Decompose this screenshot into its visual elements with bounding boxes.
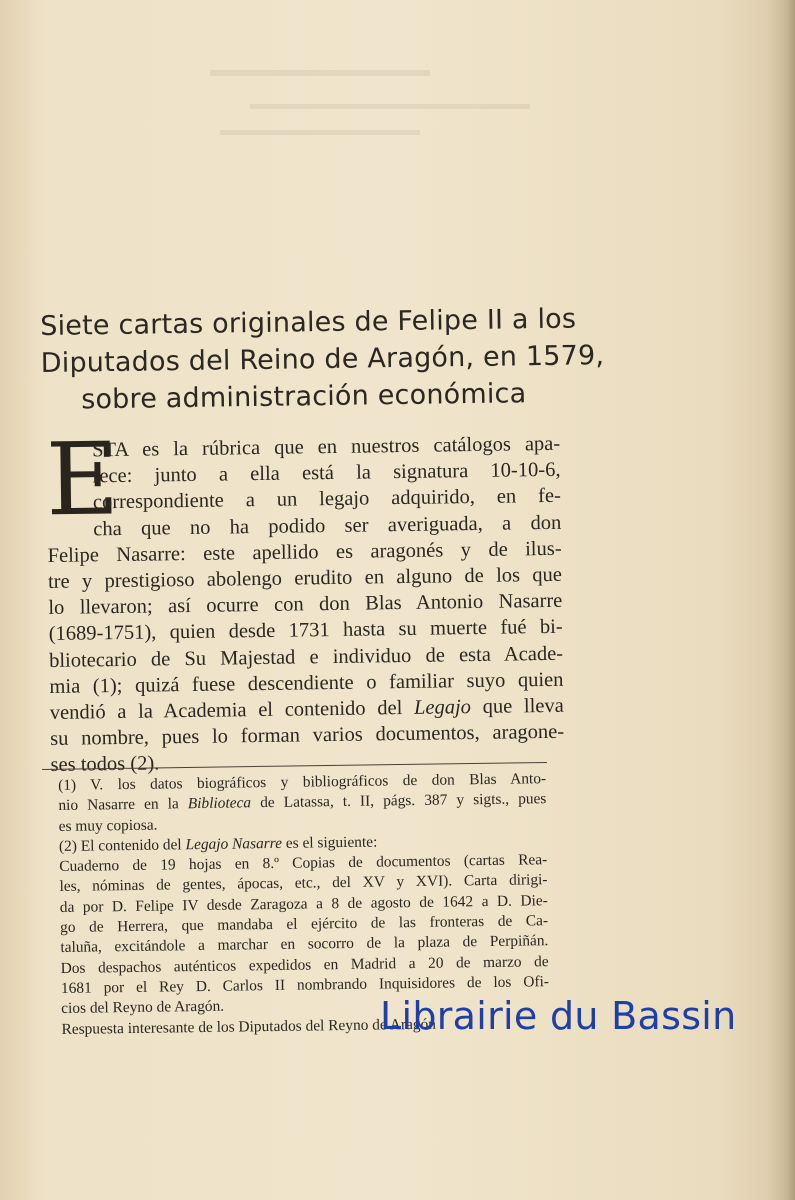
footnote-2-line: les, nóminas de gentes, ápocas, etc., del XV y XVI). Carta dirigi- — [59, 871, 548, 896]
seller-watermark: Librairie du Bassin — [380, 994, 737, 1038]
footnote-2-line: Cuaderno de 19 hojas en 8.º Copias de documentos (cartas Rea- — [59, 851, 548, 876]
footnote-text: nio Nasarre en la — [58, 795, 179, 815]
legajo-italic: Legajo — [413, 696, 472, 719]
body-line: correspondiente a un legajo adquirido, en fe- — [92, 485, 562, 514]
body-line: STA es la rúbrica que en nuestros catálogos apa- — [92, 432, 561, 462]
body-line: bliotecario de Su Majestad e individuo de esta Acade- — [48, 642, 564, 672]
footnote-2-line: cios del Reyno de Aragón. — [61, 997, 225, 1018]
footnote-text: es el siguiente: — [285, 833, 378, 852]
footnote-2-line: Respuesta interesante de los Diputados del Reyno de Aragón — [61, 1015, 437, 1038]
title-line: sobre administración económica — [80, 378, 527, 416]
footnote-text: (2) El contenido del — [58, 836, 182, 855]
body-line: su nombre, pues lo forman varios documentos, aragone- — [50, 721, 565, 751]
footnote-2-line: 1681 por el Rey D. Carlos II nombrando Inquisidores de los Ofi- — [60, 973, 550, 997]
footnote-2-line: go de Herrera, que mandaba el ejército de las fronteras de Ca- — [59, 912, 549, 937]
body-line: rece: junto a ella está la signatura 10-10-6, — [92, 459, 561, 488]
body-line: mia (1); quizá fuese descendiente o familiar suyo quien — [49, 668, 564, 698]
footnote-2-line: da por D. Felipe IV desde Zaragoza a 8 de agosto de 1642 a D. Die- — [59, 891, 548, 916]
footnote-2-line: Dos despachos auténticos expedidos en Madrid a 20 de marzo de — [60, 952, 549, 977]
body-line: lo llevaron; así ocurre con don Blas Antonio Nasarre — [48, 590, 563, 620]
drop-cap: E — [45, 420, 120, 539]
footnote-2-line: taluña, excitándole a marchar en socorro de la plaza de Perpiñán. — [60, 932, 549, 957]
body-line: cha que no ha podido ser averiguada, a don — [93, 511, 562, 540]
title-line: Siete cartas originales de Felipe II a los — [40, 303, 577, 342]
body-line-text: vendió a la Academia el contenido del — [49, 697, 403, 725]
body-line: (1689-1751), quien desde 1731 hasta su muerte fué bi- — [48, 616, 563, 646]
page-gutter-shadow — [767, 0, 795, 1200]
footnote-text: de Latassa, t. II, págs. 387 y sigts., pues — [260, 790, 547, 812]
article-title — [40, 301, 605, 419]
body-line: Felipe Nasarre: este apellido es aragonés y de ilus- — [47, 537, 562, 567]
body-line-text: que lleva — [482, 694, 564, 718]
body-line: ses todos (2). — [50, 752, 160, 777]
footnote-1-line: es muy copiosa. — [58, 816, 158, 835]
footnote-1-line: (1) V. los datos biográficos y bibliográficos de don Blas Anto- — [58, 770, 547, 794]
biblioteca-italic: Biblioteca — [187, 794, 252, 813]
title-line: Diputados del Reino de Aragón, en 1579, — [40, 340, 605, 379]
body-paragraph — [45, 420, 565, 779]
bleed-through-ghost — [210, 64, 570, 144]
legajo-nasarre-italic: Legajo Nasarre — [185, 834, 283, 854]
body-line: tre y prestigioso abolengo erudito en alguno de los que — [47, 563, 563, 594]
